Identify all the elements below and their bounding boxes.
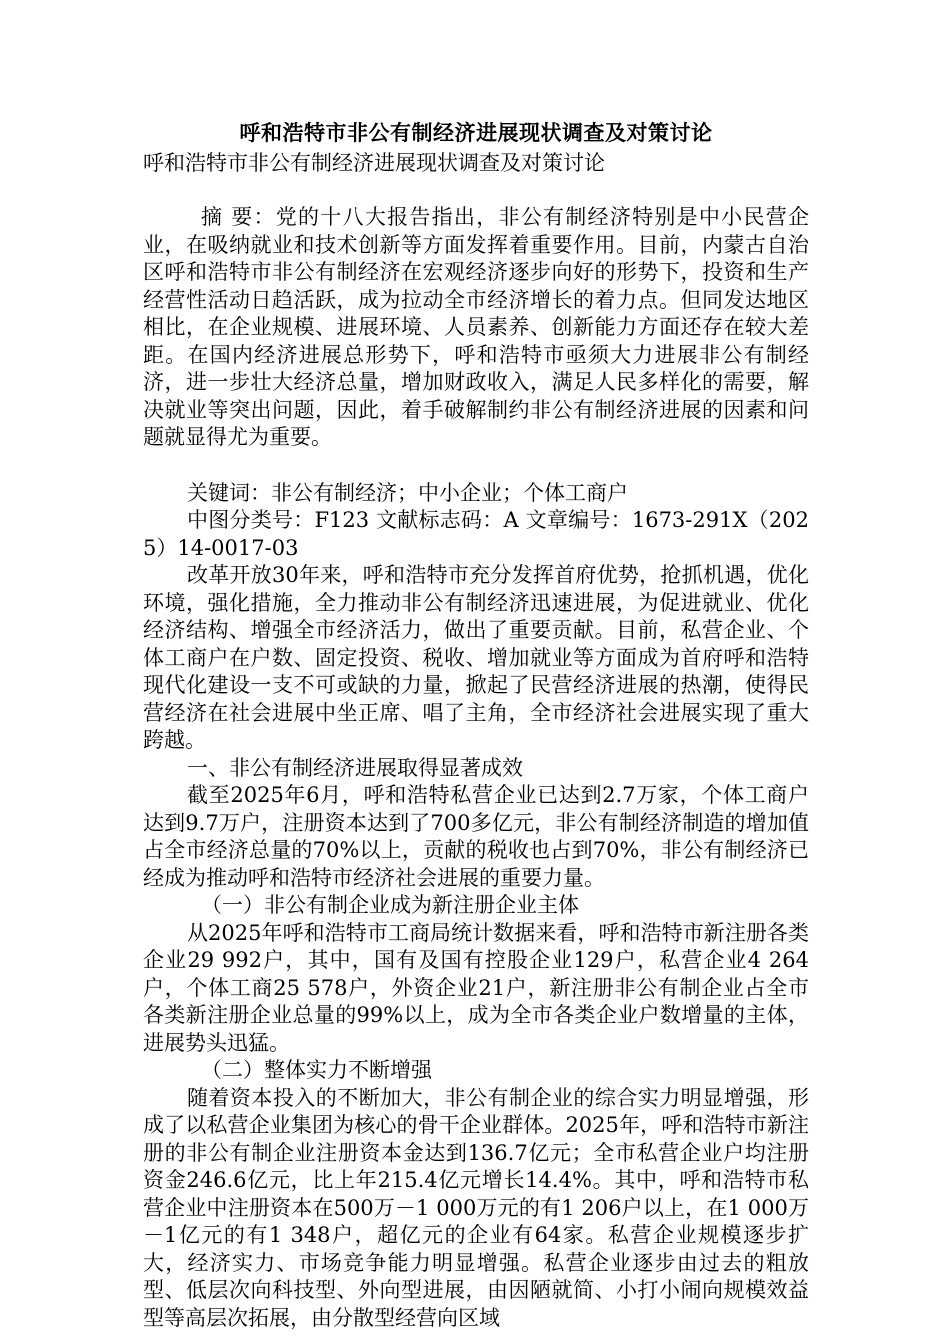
document-title: 呼和浩特市非公有制经济进展现状调查及对策讨论	[239, 121, 713, 145]
subsection-2-paragraph: 随着资本投入的不断加大，非公有制企业的综合实力明显增强，形成了以私营企业集团为核心的骨干企业群体。2025年，呼和浩特市新注册的非公有制企业注册资本金达到136.7亿元；全市私营企业户均注册资金246.6亿元，比上年215.4亿元增长14.4%。其中，呼和浩特市私营企业中注册资本在500万－1 000万元的有1 206户以上，在1 000万－1亿元的有1 348户，超亿元的企业有64家。私营企业规模逐步扩大，经济实力、市场竞争能力明显增强。私营企业逐步由过去的粗放型、低层次向科技型、外向型进展，由因陋就简、小打小闹向规模效益型等高层次拓展，由分散型经营向区域	[143, 1085, 809, 1330]
document-subtitle: 呼和浩特市非公有制经济进展现状调查及对策讨论	[143, 151, 605, 175]
section-1-heading: 一、非公有制经济进展取得显著成效	[187, 755, 523, 780]
document-page	[143, 118, 809, 1332]
abstract-paragraph: 摘 要：党的十八大报告指出，非公有制经济特别是中小民营企业，在吸纳就业和技术创新等方面发挥着重要作用。目前，内蒙古自治区呼和浩特市非公有制经济在宏观经济逐步向好的形势下，投资和生产经营性活动日趋活跃，成为拉动全市经济增长的着力点。但同发达地区相比，在企业规模、进展环境、人员素养、创新能力方面还存在较大差距。在国内经济进展总形势下，呼和浩特市亟须大力进展非公有制经济，进一步壮大经济总量，增加财政收入，满足人民多样化的需要，解决就业等突出问题，因此，着手破解制约非公有制经济进展的因素和问题就显得尤为重要。	[143, 205, 809, 449]
classification-line: 中图分类号：F123 文献标志码：A 文章编号：1673-291X（2025）14-0017-03	[143, 508, 809, 560]
section-1-paragraph: 截至2025年6月，呼和浩特私营企业已达到2.7万家，个体工商户达到9.7万户，注册资本达到了700多亿元，非公有制经济制造的增加值占全市经济总量的70%以上，贡献的税收也占到70%，非公有制经济已经成为推动呼和浩特市经济社会进展的重要力量。	[143, 783, 809, 890]
subsection-1-paragraph: 从2025年呼和浩特市工商局统计数据来看，呼和浩特市新注册各类企业29 992户，其中，国有及国有控股企业129户，私营企业4 264户，个体工商25 578户，外资企业21户，新注册非公有制企业占全市各类新注册企业总量的99%以上，成为全市各类企业户数增量的主体，进展势头迅猛。	[143, 920, 809, 1055]
intro-paragraph: 改革开放30年来，呼和浩特市充分发挥首府优势，抢抓机遇，优化环境，强化措施，全力推动非公有制经济迅速进展，为促进就业、优化经济结构、增强全市经济活力，做出了重要贡献。目前，私营企业、个体工商户在户数、固定投资、税收、增加就业等方面成为首府呼和浩特现代化建设一支不可或缺的力量，掀起了民营经济进展的热潮，使得民营经济在社会进展中坐正席、唱了主角，全市经济社会进展实现了重大跨越。	[143, 563, 809, 752]
keywords-line: 关键词：非公有制经济；中小企业；个体工商户	[187, 480, 628, 505]
subsection-1-heading: （一）非公有制企业成为新注册企业主体	[201, 893, 579, 917]
subsection-2-heading: （二）整体实力不断增强	[201, 1058, 432, 1082]
